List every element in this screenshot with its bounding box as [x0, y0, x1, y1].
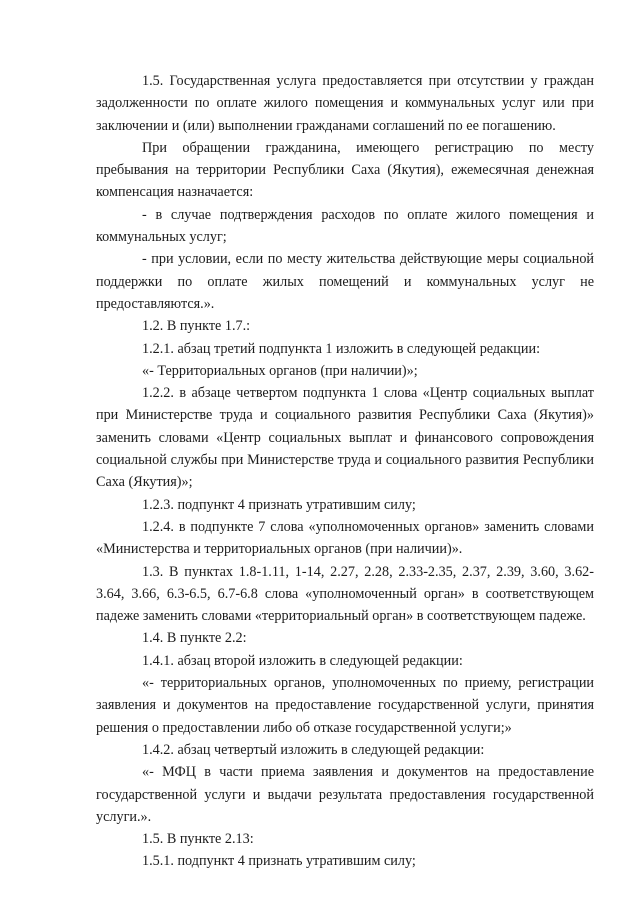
- paragraph-1-4-2: 1.4.2. абзац четвертый изложить в следующей редакции:: [142, 741, 485, 758]
- paragraph-1-2-heading: 1.2. В пункте 1.7.:: [142, 318, 251, 335]
- paragraph-1-5-heading: 1.5. В пункте 2.13:: [142, 831, 254, 848]
- paragraph-residence-registration: При обращении гражданина, имеющего регистрацию по месту пребывания на территории Республики Саха (Якутия), ежемесячная денежная компенсация назначается:: [96, 139, 594, 201]
- paragraph-condition-support: - при условии, если по месту жительства действующие меры социальной поддержки по оплате жилых помещений и коммунальных услуг не предоставляются.».: [96, 251, 594, 312]
- paragraph-condition-expenses: - в случае подтверждения расходов по оплате жилого помещения и коммунальных услуг;: [96, 206, 594, 246]
- paragraph-1-2-4: 1.2.4. в подпункте 7 слова «уполномоченных органов» заменить словами «Министерства и территориальных органов (при наличии)».: [96, 518, 594, 558]
- document-body: [96, 70, 594, 873]
- paragraph-1-5-1: 1.5.1. подпункт 4 признать утратившим силу;: [142, 853, 416, 870]
- paragraph-1-4-heading: 1.4. В пункте 2.2:: [142, 630, 247, 647]
- paragraph-1-2-2: 1.2.2. в абзаце четвертом подпункта 1 слова «Центр социальных выплат при Министерстве труда и социального развития Республики Саха (Якутия)» заменить словами «Центр социальных выплат и финансового сопровождения социальной службы при Министерстве труда и социального развития Республики Саха (Якутия)»;: [96, 385, 594, 491]
- paragraph-mfc-quote: «- МФЦ в части приема заявления и документов на предоставление государственной услуги и выдачи результата предоставления государственной услуги.».: [96, 764, 594, 825]
- paragraph-1-4-1: 1.4.1. абзац второй изложить в следующей редакции:: [142, 652, 463, 669]
- paragraph-territorial-bodies: «- Территориальных органов (при наличии)»;: [142, 362, 418, 379]
- paragraph-1-5: 1.5. Государственная услуга предоставляется при отсутствии у граждан задолженности по оплате жилого помещения и коммунальных услуг или при заключении и (или) выполнении гражданами соглашений по ее погашению.: [96, 73, 594, 134]
- paragraph-1-2-3: 1.2.3. подпункт 4 признать утратившим силу;: [142, 496, 416, 513]
- paragraph-1-3: 1.3. В пунктах 1.8-1.11, 1-14, 2.27, 2.28, 2.33-2.35, 2.37, 2.39, 3.60, 3.62-3.64, 3.66, 6.3-6.5, 6.7-6.8 слова «уполномоченный орган» в соответствующем падеже заменить словами «территориальный орган» в соответствующем падеже.: [96, 563, 594, 625]
- paragraph-territorial-bodies-quote: «- территориальных органов, уполномоченных по приему, регистрации заявления и документов на предоставление государственной услуги, принятия решения о предоставлении либо об отказе государственной услуги;»: [96, 675, 594, 736]
- paragraph-1-2-1: 1.2.1. абзац третий подпункта 1 изложить в следующей редакции:: [142, 340, 541, 357]
